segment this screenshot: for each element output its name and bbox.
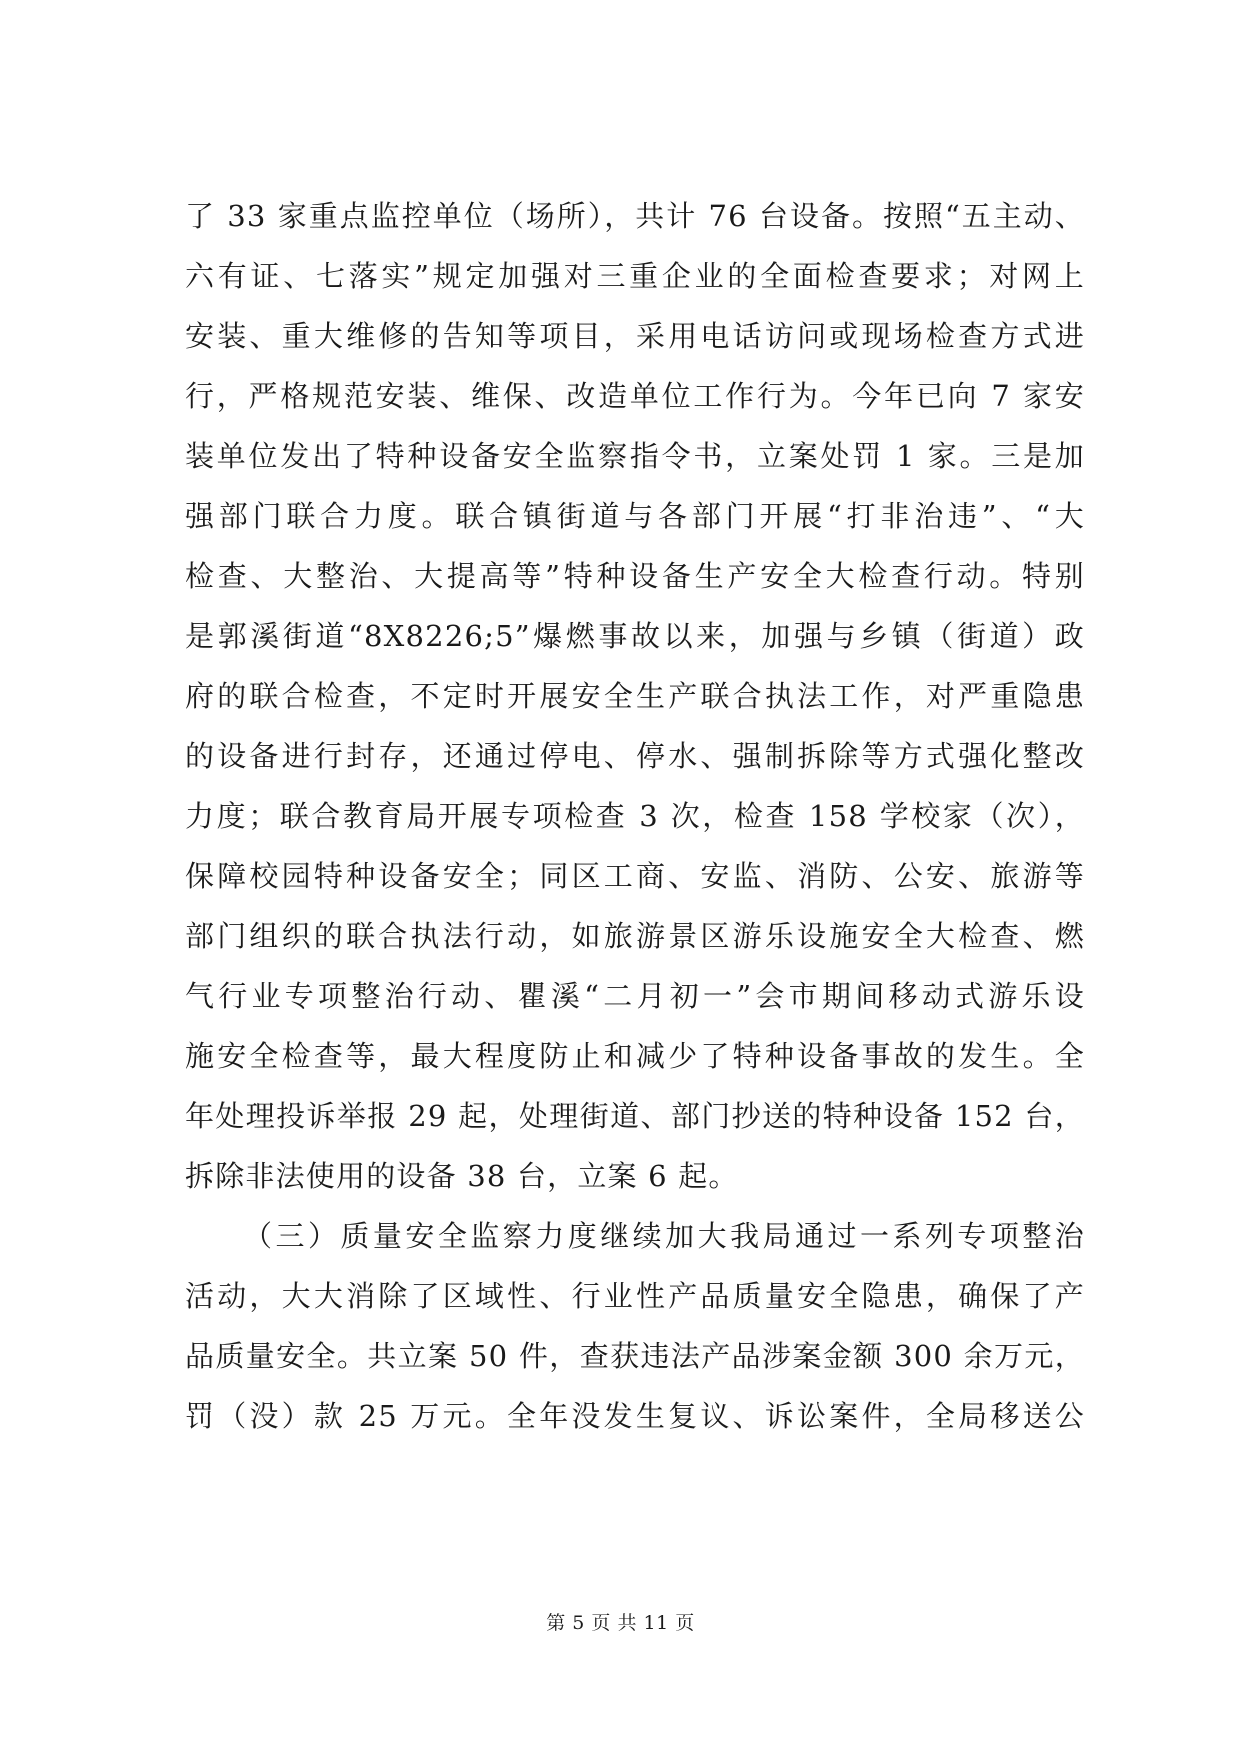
text-line: 府的联合检查，不定时开展安全生产联合执法工作，对严重隐患 <box>185 679 1085 713</box>
text-line: 力度；联合教育局开展专项检查 3 次，检查 158 学校家（次）， <box>185 799 1085 833</box>
text-line: 六有证、七落实”规定加强对三重企业的全面检查要求；对网上 <box>185 259 1085 293</box>
text-line: 了 33 家重点监控单位（场所），共计 76 台设备。按照“五主动、 <box>185 199 1085 233</box>
text-line: 部门组织的联合执法行动，如旅游景区游乐设施安全大检查、燃 <box>185 919 1085 953</box>
text-line: 品质量安全。共立案 50 件，查获违法产品涉案金额 300 余万元， <box>185 1339 1085 1373</box>
text-line: （三）质量安全监察力度继续加大我局通过一系列专项整治 <box>243 1219 1085 1253</box>
paragraph <box>185 186 1085 1206</box>
text-line: 检查、大整治、大提高等”特种设备生产安全大检查行动。特别 <box>185 559 1085 593</box>
text-line: 罚（没）款 25 万元。全年没发生复议、诉讼案件，全局移送公 <box>185 1399 1085 1433</box>
text-line: 是郭溪街道“8X8226;5”爆燃事故以来，加强与乡镇（街道）政 <box>185 619 1085 653</box>
text-line: 气行业专项整治行动、瞿溪“二月初一”会市期间移动式游乐设 <box>185 979 1085 1013</box>
page-footer <box>0 1611 1241 1635</box>
body-text <box>185 186 1085 1446</box>
text-line: 年处理投诉举报 29 起，处理街道、部门抄送的特种设备 152 台， <box>185 1099 1085 1133</box>
page-number: 第 5 页 共 11 页 <box>546 1612 695 1634</box>
text-line: 拆除非法使用的设备 38 台，立案 6 起。 <box>185 1159 739 1193</box>
text-line: 安装、重大维修的告知等项目，采用电话访问或现场检查方式进 <box>185 319 1085 353</box>
text-line: 施安全检查等，最大程度防止和减少了特种设备事故的发生。全 <box>185 1039 1085 1073</box>
text-line: 装单位发出了特种设备安全监察指令书，立案处罚 1 家。三是加 <box>185 439 1085 473</box>
text-line: 行，严格规范安装、维保、改造单位工作行为。今年已向 7 家安 <box>185 379 1085 413</box>
text-line: 保障校园特种设备安全；同区工商、安监、消防、公安、旅游等 <box>185 859 1085 893</box>
text-line: 的设备进行封存，还通过停电、停水、强制拆除等方式强化整改 <box>185 739 1085 773</box>
text-line: 活动，大大消除了区域性、行业性产品质量安全隐患，确保了产 <box>185 1279 1085 1313</box>
paragraph <box>185 1206 1085 1446</box>
text-line: 强部门联合力度。联合镇街道与各部门开展“打非治违”、“大 <box>185 499 1086 533</box>
